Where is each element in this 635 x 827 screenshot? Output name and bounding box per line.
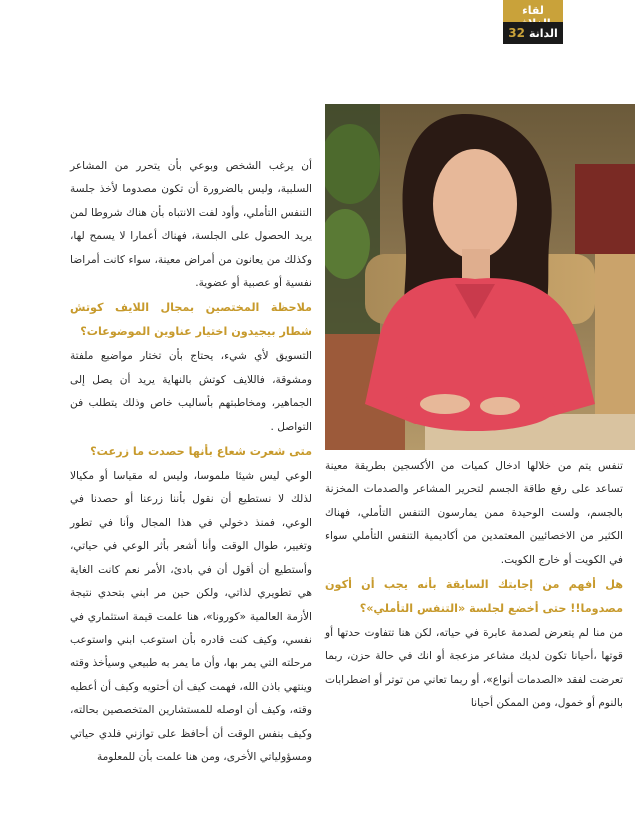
paragraph: الوعي ليس شيئا ملموسا، وليس له مقياسا أو مكيالا لذلك لا نستطيع أن نقول بأننا زرعنا أو حصدنا في الوعي، فمنذ دخولي في هذا المجال وأنا في تطور وتغيير، طوال الوقت وأنا أشعر بأثر الوعي في حياتي، وأستطيع أن أقول أن في بادئ، الأمر نعم كانت الغاية هي تطويري لذاتي، ولكن حين مر ابني بتحدي نتيجة الأزمة العالمية «كورونا»، هنا علمت قيمة استثماري في نفسي، وكيف كنت قادره بأن استوعب ابني واستوعب مرحلته التي يمر بها، وأن ما يمر به طبيعي وسيأخذ وقته وينتهي باذن الله، فهمت كيف أن أحتويه وكيف أن أعطيه وقته، وكيف أن اوصله للمستشارين المتخصصين بحالته، وكيف بنفس الوقت أن أحافظ على توازني فلدي حياتي ومسؤولياتي الأخرى، ومن هنا علمت بأن للمعلومة (70, 470, 312, 763)
paragraph: من منا لم يتعرض لصدمة عابرة في حياته، لكن هنا تتفاوت حدتها أو قوتها ،أحيانا تكون لديك مشاعر مزعجة أو انك في حالة حزن، ربما تعرضت لفقد «الصدمات أنواع»، أو ربما تعاني من توتر أو اضطرابات بالنوم أو خمول، ومن الممكن أحيانا (325, 627, 623, 710)
paragraph: التسويق لأي شيء، يحتاج بأن تختار مواضيع ملفتة ومشوقة، فاللايف كوتش بالنهاية يريد أن يصل إلى الجماهير، ومخاطبتهم بأساليب خاص وذلك يتطلب فن التواصل . (70, 350, 312, 433)
interviewee-photo (325, 104, 635, 450)
paragraph: أن يرغب الشخص وبوعي بأن يتحرر من المشاعر السلبية، وليس بالضرورة أن تكون مصدوما لأخذ جلسة التنفس التأملي، وأود لفت الانتباه بأن هناك شروطا لمن يريد الحصول على الجلسة، فهناك أعمارا لا يسمح لها، وكذلك من يعانون من أمراض معينة، سواء كانت أمراضا نفسية أو عصبية أو عضوية. (70, 160, 312, 290)
left-text-column (70, 155, 312, 769)
page-number: 32 (508, 26, 525, 40)
magazine-logo: الدانة (528, 26, 558, 40)
portrait-illustration (325, 104, 635, 450)
paragraph: تنفس يتم من خلالها ادخال كميات من الأكسجين بطريقة معينة تساعد على رفع طاقة الجسم لتحرير المشاعر والصدمات المخزنة بالجسم، ولست الوحيدة ممن يمارسون التنفس التأملي، فهناك الكثير من الاخصائيين المعتمدين من أكاديمية التنفس التأملي سواء في الكويت أو خارج الكويت. (325, 460, 623, 566)
question-heading: هل أفهم من إجابتك السابقة بأنه يجب أن أكون مصدوما!! حتى أخضع لجلسة «التنفس التأملي»؟ (325, 578, 623, 616)
question-heading: ملاحظة المختصين بمجال اللايف كوتش شطار بيجيدون اختيار عناوين الموضوعات؟ (70, 301, 312, 339)
question-heading: متى شعرت شعاع بأنها حصدت ما زرعت؟ (90, 445, 312, 459)
right-text-column (325, 455, 623, 716)
magazine-brand-bar (503, 22, 563, 44)
section-header (503, 0, 563, 44)
section-tag: لقاء (522, 4, 544, 17)
